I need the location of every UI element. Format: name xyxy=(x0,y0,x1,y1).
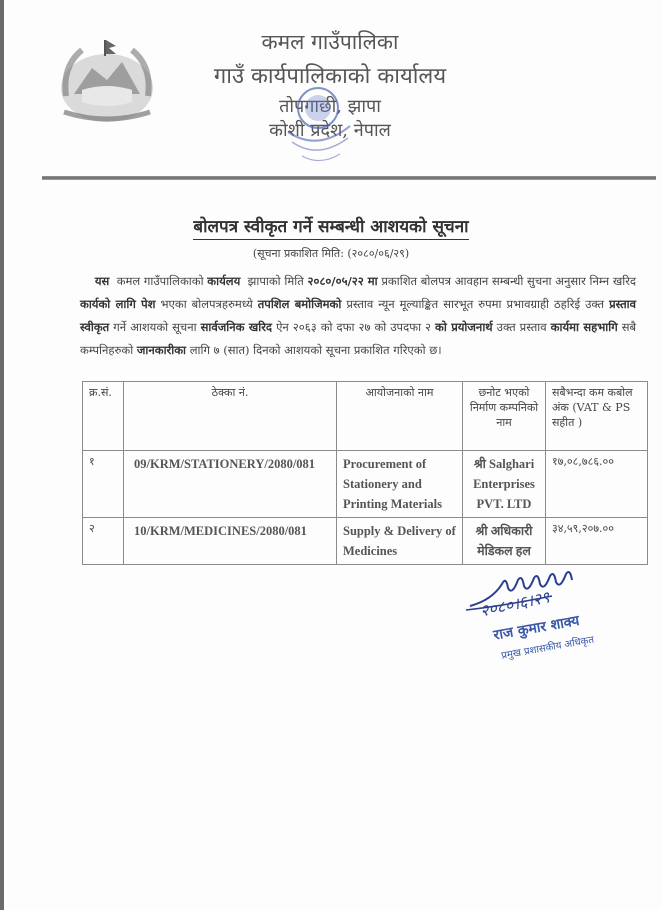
table-header-row xyxy=(83,382,648,451)
cell-contract-no: 10/KRM/MEDICINES/2080/081 xyxy=(124,518,337,565)
header-serial: क्र.सं. xyxy=(83,382,124,451)
office-province: कोशी प्रदेश, नेपाल xyxy=(269,120,391,141)
cell-contract-no: 09/KRM/STATIONERY/2080/081 xyxy=(124,451,337,518)
cell-company: श्री Salghari Enterprises PVT. LTD xyxy=(463,451,546,518)
signature-date: २०८०।६।२९ xyxy=(478,587,552,621)
nepal-emblem-icon xyxy=(52,36,162,128)
table-row xyxy=(83,451,648,518)
scan-edge xyxy=(0,0,4,910)
cell-project-name: Supply & Delivery of Medicines xyxy=(337,518,463,565)
signatory-name: राज कुमार शाक्य xyxy=(492,612,581,644)
notice-body: यस कमल गाउँपालिकाको कार्यलय झापाको मिति २०८०/०५/२२ मा प्रकाशित बोलपत्र आवहान सम्बन्धी सुचना अनुसार निम्न खरिद कार्यको लागि पेश भएका बोलपत्रहरुमध्ये तपशिल बमोजिमको प्रस्ताव न्यून मूल्याङ्कित सारभूत रुपमा प्रभावग्राही ठहरिई उक्त प्रस्ताव स्वीकृत गर्ने आशयको सूचना सार्वजनिक खरिद ऐन २०६३ को दफा २७ को उपदफा २ को प्रयोजनार्थ उक्त प्रस्ताव कार्यमा सहभागि सबै कम्पनिहरुको जानकारीका लागि ७ (सात) दिनको आशयको सूचना प्रकाशित गरिएको छ। xyxy=(80,274,637,357)
header-amount: सबैभन्दा कम कबोल अंक (VAT & PS सहीत ) xyxy=(546,382,648,451)
notice-title: बोलपत्र स्वीकृत गर्ने सम्बन्धी आशयको सूचना xyxy=(0,214,662,237)
table-row xyxy=(83,518,648,565)
office-location: तोपगाछी, झापा xyxy=(279,96,381,117)
signatory-title: प्रमुख प्रशासकीय अधिकृत xyxy=(500,634,595,662)
official-stamp-icon xyxy=(268,82,368,172)
letterhead-divider xyxy=(42,176,656,180)
cell-project-name: Procurement of Stationery and Printing Materials xyxy=(337,451,463,518)
notice-published-date: (सूचना प्रकाशित मिति: (२०८०/०६/२९) xyxy=(252,247,410,260)
header-contract-no: ठेक्का नं. xyxy=(124,382,337,451)
cell-amount: १७,०८,७८६.०० xyxy=(546,451,648,518)
cell-serial: १ xyxy=(83,451,124,518)
office-name: गाउँ कार्यपालिकाको कार्यालय xyxy=(213,64,447,89)
municipality-name: कमल गाउँपालिका xyxy=(261,30,399,54)
contract-table xyxy=(82,381,648,565)
header-project-name: आयोजनाको नाम xyxy=(337,382,463,451)
cell-amount: ३४,५९,२०७.०० xyxy=(546,518,648,565)
cell-company: श्री अधिकारी मेडिकल हल xyxy=(463,518,546,565)
header-company: छनोट भएको निर्माण कम्पनिको नाम xyxy=(463,382,546,451)
cell-serial: २ xyxy=(83,518,124,565)
